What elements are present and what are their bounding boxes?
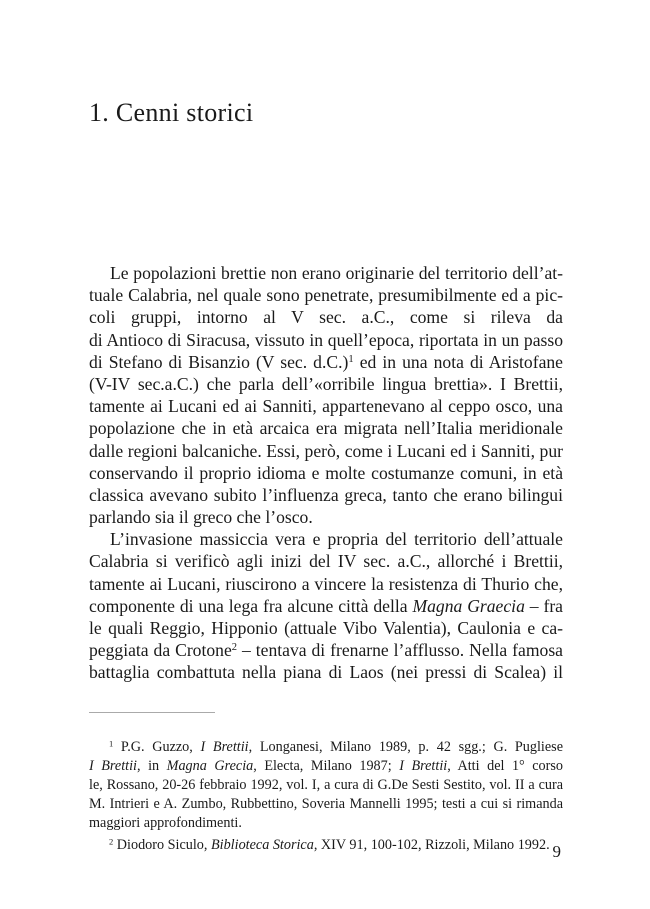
body-line	[89, 550, 563, 572]
body-line	[89, 284, 563, 306]
body-line	[89, 639, 563, 661]
text-segment: tamente ai Lucani ed ai Sanniti, appartenevano al ceppo osco, una	[89, 396, 563, 417]
text-segment: classica avevano subito l’influenza greca, tanto che erano bilingui	[89, 484, 563, 505]
italic-text: I Brettii	[89, 758, 137, 774]
text-segment: Le popolazioni brettie non erano originarie del territorio dell’at-	[110, 263, 563, 283]
footnotes	[89, 738, 563, 855]
text-segment: , Electa, Milano 1987;	[253, 758, 400, 774]
footnote-line	[89, 795, 563, 814]
text-segment: le, Rossano, 20-26 febbraio 1992, vol. I, a cura di G.De Sesti Sestito, vol. II a cura	[89, 777, 563, 793]
text-segment: , Atti del 1° corso	[447, 758, 563, 774]
text-segment: M. Intrieri e A. Zumbo, Rubbettino, Soveria Mannelli 1995; testi a cui si rimanda	[89, 796, 563, 812]
footnote-line	[89, 836, 563, 855]
footnote-line	[89, 757, 563, 776]
text-segment: maggiori approfondimenti.	[89, 815, 242, 831]
italic-text: Magna Grecia	[166, 758, 254, 774]
text-segment: (V-IV sec.a.C.) che parla dell’«orribile lingua brettia». I Brettii,	[89, 373, 563, 394]
text-segment: , XIV 91, 100-102, Rizzoli, Milano 1992.	[313, 837, 550, 853]
text-segment: le quali Reggio, Hipponio (attuale Vibo Valentia), Caulonia e ca-	[89, 618, 563, 638]
text-segment: di Stefano di Bisanzio (V sec. d.C.)	[89, 351, 349, 372]
footnote-marker: 1	[348, 353, 354, 365]
body-line	[89, 573, 563, 595]
text-segment: – fra	[524, 595, 563, 616]
body-line	[89, 373, 563, 395]
body-line	[89, 617, 563, 639]
body-line	[89, 484, 563, 506]
text-segment: , in	[136, 758, 167, 774]
footnote-line	[89, 738, 563, 757]
chapter-title: 1. Cenni storici	[89, 98, 254, 127]
body-line	[89, 595, 563, 617]
body-line	[89, 395, 563, 417]
body-line	[89, 306, 563, 328]
body-line	[89, 262, 563, 284]
italic-text: I Brettii	[399, 758, 448, 774]
text-segment: , Longanesi, Milano 1989, p. 42 sgg.; G. Pugliese	[248, 739, 563, 755]
body-line	[89, 661, 563, 683]
text-segment: L’invasione massiccia vera e propria del territorio dell’attuale	[110, 529, 563, 550]
text-segment: ed in una nota di Aristofane	[353, 351, 563, 372]
footnote-line	[89, 814, 563, 833]
text-segment: parlando sia il greco che l’osco.	[89, 507, 313, 528]
text-segment: Calabria si verificò agli inizi del IV sec. a.C., allorché i Brettii,	[89, 551, 563, 572]
footnote-marker: 2	[109, 836, 114, 847]
body-text	[89, 262, 563, 684]
body-line	[89, 351, 563, 373]
text-segment: popolazione che in età arcaica era migrata nell’Italia meridionale	[89, 418, 563, 439]
footnote-marker: 1	[109, 738, 114, 749]
text-segment: dalle regioni balcaniche. Essi, però, come i Lucani ed i Sanniti, pur	[89, 440, 563, 461]
text-segment: battaglia combattuta nella piana di Laos (nei pressi di Scalea) il	[89, 662, 563, 683]
footnote-line	[89, 776, 563, 795]
text-segment: – tentava di frenarne l’afflusso. Nella famosa	[237, 640, 563, 661]
text-segment: coli gruppi, intorno al V sec. a.C., come si rileva da	[89, 307, 563, 328]
body-line	[89, 462, 563, 484]
body-line	[89, 440, 563, 462]
text-segment: conservando il proprio idioma e molte costumanze comuni, in età	[89, 462, 563, 483]
body-line	[89, 506, 563, 528]
text-segment: P.G. Guzzo,	[113, 739, 201, 755]
text-segment: tuale Calabria, nel quale sono penetrate, presumibilmente ed a pic-	[89, 285, 563, 306]
footnote-separator	[89, 712, 215, 713]
body-line	[89, 528, 563, 550]
text-segment: Diodoro Siculo,	[113, 837, 211, 853]
italic-text: I Brettii	[200, 739, 249, 755]
body-line	[89, 329, 563, 351]
body-line	[89, 417, 563, 439]
footnote-marker: 2	[231, 642, 238, 654]
text-segment: peggiata da Crotone	[89, 640, 232, 661]
italic-text: Biblioteca Storica	[210, 837, 314, 853]
italic-text: Magna Graecia	[412, 595, 525, 616]
text-segment: tamente ai Lucani, riuscirono a vincere la resistenza di Thurio che,	[89, 573, 563, 594]
text-segment: componente di una lega fra alcune città della	[89, 595, 413, 616]
page-number: 9	[552, 842, 561, 861]
text-segment: di Antioco di Siracusa, vissuto in quell’epoca, riportata in un passo	[89, 329, 563, 350]
